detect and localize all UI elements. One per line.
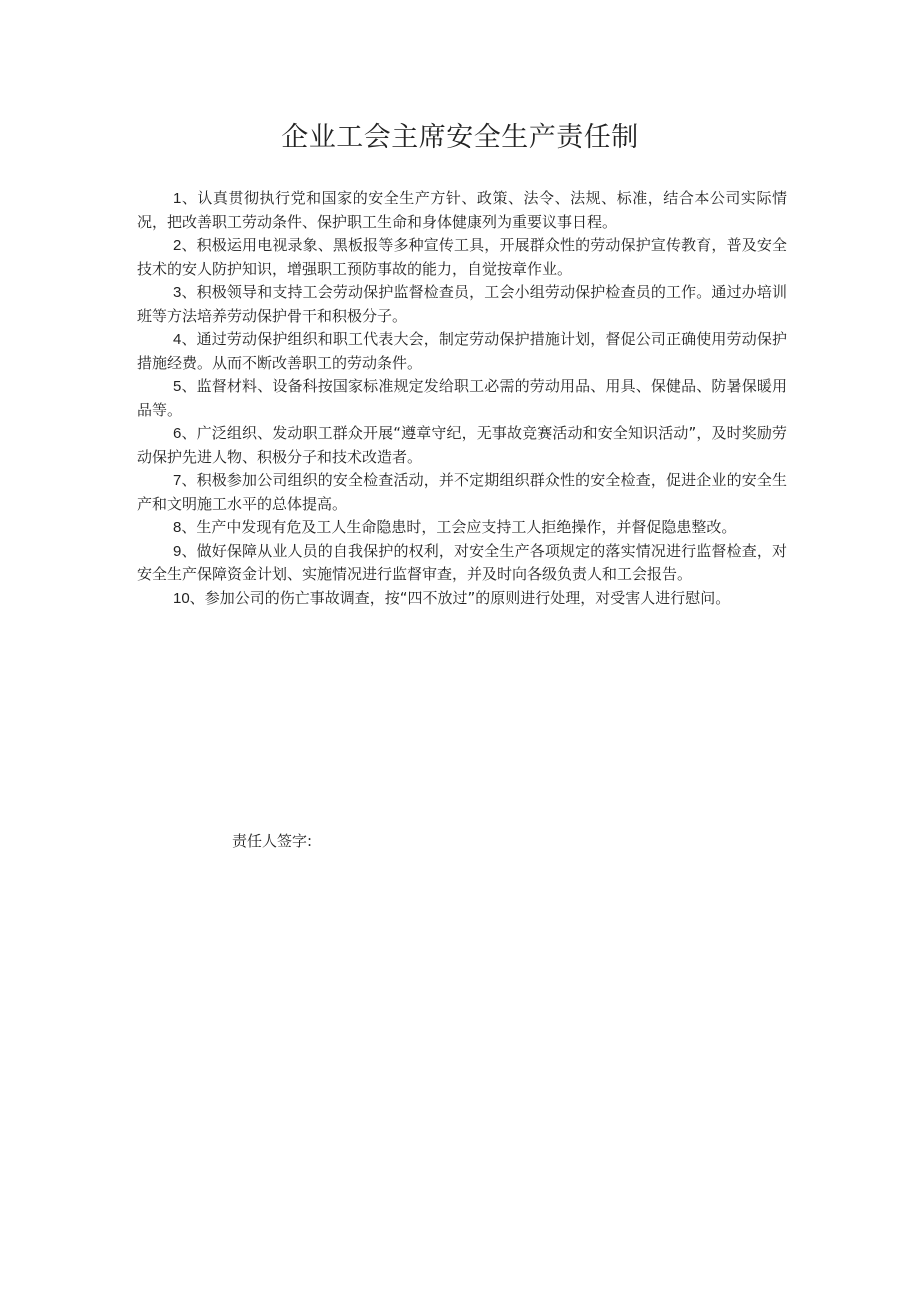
- clause-3: [137, 281, 787, 328]
- clause-text: 积极参加公司组织的安全检查活动，并不定期组织群众性的安全检查，促进企业的安全生产和文明施工水平的总体提高。: [137, 471, 787, 513]
- clause-text: 做好保障从业人员的自我保护的权利，对安全生产各项规定的落实情况进行监督检查，对安全生产保障资金计划、实施情况进行监督审查，并及时向各级负责人和工会报告。: [137, 541, 787, 583]
- clause-text: 积极领导和支持工会劳动保护监督检查员，工会小组劳动保护检查员的工作。通过办培训班等方法培养劳动保护骨干和积极分子。: [137, 283, 787, 325]
- clause-6: [137, 422, 787, 469]
- clause-number: 3、: [173, 284, 197, 301]
- clause-number: 7、: [173, 472, 197, 489]
- clause-8: [137, 516, 787, 540]
- clause-number: 2、: [173, 237, 197, 254]
- signature-label: 责任人签字:: [232, 832, 313, 850]
- clause-number: 5、: [173, 378, 197, 395]
- document-title: 企业工会主席安全生产责任制: [281, 122, 639, 153]
- clause-text: 监督材料、设备科按国家标准规定发给职工必需的劳动用品、用具、保健品、防暑保暖用品等。: [137, 377, 787, 419]
- clause-9: [137, 540, 787, 587]
- clause-4: [137, 328, 787, 375]
- clause-text: 积极运用电视录象、黑板报等多种宣传工具，开展群众性的劳动保护宣传教育，普及安全技术的安人防护知识，增强职工预防事故的能力，自觉按章作业。: [137, 236, 787, 278]
- clause-text: 通过劳动保护组织和职工代表大会，制定劳动保护措施计划，督促公司正确使用劳动保护措施经费。从而不断改善职工的劳动条件。: [137, 330, 787, 372]
- clause-text: 广泛组织、发动职工群众开展“遵章守纪，无事故竞赛活动和安全知识活动”，及时奖励劳动保护先进人物、积极分子和技术改造者。: [137, 424, 787, 466]
- clause-number: 6、: [173, 425, 197, 442]
- clause-5: [137, 375, 787, 422]
- clause-10: [137, 587, 787, 611]
- clause-text: 认真贯彻执行党和国家的安全生产方针、政策、法令、法规、标准，结合本公司实际情况，把改善职工劳动条件、保护职工生命和身体健康列为重要议事日程。: [137, 189, 787, 231]
- clause-2: [137, 234, 787, 281]
- clause-number: 10、: [173, 589, 205, 607]
- clause-number: 4、: [173, 331, 197, 348]
- clause-7: [137, 469, 787, 516]
- clause-text: 生产中发现有危及工人生命隐患时，工会应支持工人拒绝操作，并督促隐患整改。: [196, 518, 737, 536]
- clause-1: [137, 187, 787, 234]
- clause-text: 参加公司的伤亡事故调查，按“四不放过”的原则进行处理，对受害人进行慰问。: [204, 588, 731, 607]
- clause-number: 9、: [173, 542, 197, 560]
- clause-number: 1、: [173, 190, 198, 207]
- document-body: [137, 187, 787, 610]
- clause-number: 8、: [173, 519, 197, 536]
